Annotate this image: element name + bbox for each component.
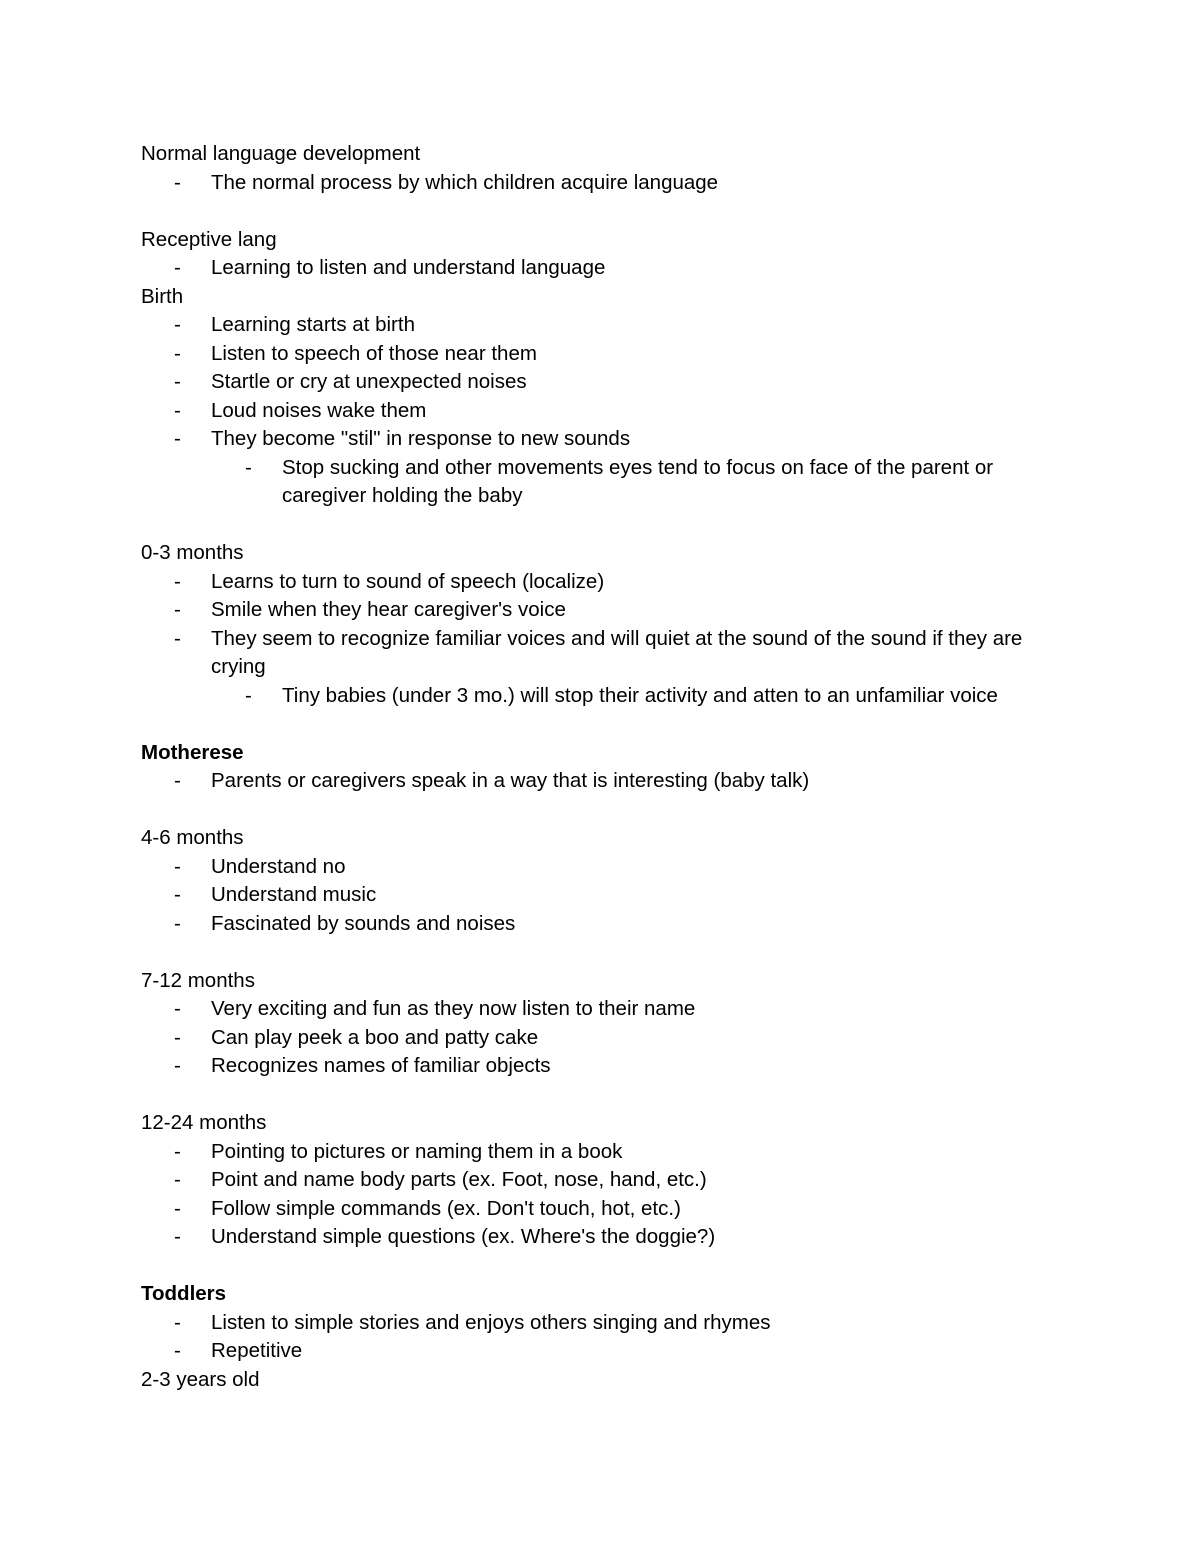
- bullet-item: [141, 1337, 1061, 1366]
- blank-line: [141, 938, 1061, 967]
- dash-bullet-icon: -: [174, 854, 181, 878]
- dash-bullet-icon: -: [174, 1196, 181, 1220]
- dash-bullet-icon: -: [174, 1054, 181, 1077]
- bullet-text: The normal process by which children acquire language: [211, 170, 719, 194]
- section-heading: 4-6 months: [141, 826, 244, 849]
- bullet-item: [141, 1223, 1061, 1252]
- bullet-text: Follow simple commands (ex. Don't touch, hot, etc.): [211, 1196, 681, 1220]
- dash-bullet-icon: -: [174, 911, 181, 935]
- bullet-item: [141, 568, 1061, 597]
- section: [141, 1366, 1061, 1395]
- bullet-text: Recognizes names of familiar objects: [211, 1054, 551, 1077]
- bullet-item: [141, 254, 1061, 283]
- dash-bullet-icon: -: [174, 569, 181, 593]
- blank-line: [141, 710, 1061, 739]
- dash-bullet-icon: -: [174, 1168, 181, 1191]
- bullet-text: Very exciting and fun as they now listen to their name: [211, 997, 696, 1020]
- dash-bullet-icon: -: [174, 1310, 181, 1334]
- sub-bullet-item: [141, 454, 1061, 511]
- dash-bullet-icon: -: [174, 398, 181, 422]
- bullet-text: Smile when they hear caregiver's voice: [211, 598, 566, 621]
- blank-line: [141, 197, 1061, 226]
- section: [141, 140, 1061, 226]
- document-body: [141, 140, 1061, 1394]
- bullet-text: Listen to speech of those near them: [211, 341, 537, 365]
- dash-bullet-icon: -: [174, 883, 181, 906]
- blank-line: [141, 511, 1061, 540]
- blank-line: [141, 1081, 1061, 1110]
- bullet-item: [141, 169, 1061, 198]
- section-heading: 12-24 months: [141, 1111, 267, 1134]
- dash-bullet-icon: -: [245, 683, 252, 707]
- section: [141, 739, 1061, 825]
- bullet-item: [141, 1138, 1061, 1167]
- dash-bullet-icon: -: [245, 455, 252, 479]
- section-heading: Receptive lang: [141, 227, 277, 251]
- section: [141, 226, 1061, 283]
- section-heading: Normal language development: [141, 142, 421, 165]
- section-heading: 2-3 years old: [141, 1367, 260, 1391]
- bullet-text: They become "stil" in response to new sounds: [211, 427, 631, 450]
- section: [141, 1280, 1061, 1366]
- bullet-text: Loud noises wake them: [211, 398, 427, 422]
- section-heading: Motherese: [141, 740, 244, 764]
- section: [141, 539, 1061, 739]
- bullet-item: [141, 1195, 1061, 1224]
- section-heading: 7-12 months: [141, 968, 255, 992]
- dash-bullet-icon: -: [174, 370, 181, 393]
- bullet-text: Listen to simple stories and enjoys others singing and rhymes: [211, 1310, 771, 1334]
- bullet-item: [141, 1024, 1061, 1053]
- bullet-item: [141, 397, 1061, 426]
- bullet-item: [141, 1309, 1061, 1338]
- dash-bullet-icon: -: [174, 1225, 181, 1248]
- bullet-item: [141, 881, 1061, 910]
- section: [141, 967, 1061, 1110]
- sub-bullet-item: [141, 682, 1061, 711]
- bullet-text: Parents or caregivers speak in a way that is interesting (baby talk): [211, 769, 810, 792]
- bullet-text: Learns to turn to sound of speech (localize): [211, 569, 605, 593]
- bullet-item: [141, 368, 1061, 397]
- dash-bullet-icon: -: [174, 313, 181, 336]
- bullet-text: Understand simple questions (ex. Where's the doggie?): [211, 1225, 716, 1248]
- dash-bullet-icon: -: [174, 341, 181, 365]
- bullet-text: Repetitive: [211, 1339, 303, 1362]
- bullet-item: [141, 340, 1061, 369]
- bullet-text: Fascinated by sounds and noises: [211, 911, 516, 935]
- dash-bullet-icon: -: [174, 1339, 181, 1362]
- bullet-text: Pointing to pictures or naming them in a book: [211, 1139, 623, 1163]
- section: [141, 1109, 1061, 1280]
- bullet-item: [141, 425, 1061, 454]
- dash-bullet-icon: -: [174, 598, 181, 621]
- bullet-item: [141, 596, 1061, 625]
- dash-bullet-icon: -: [174, 427, 181, 450]
- bullet-text: Startle or cry at unexpected noises: [211, 370, 527, 393]
- bullet-text: Can play peek a boo and patty cake: [211, 1025, 539, 1049]
- blank-line: [141, 796, 1061, 825]
- bullet-item: [141, 1052, 1061, 1081]
- bullet-text: They seem to recognize familiar voices and will quiet at the sound of the sound if they are crying: [211, 626, 1023, 678]
- section: [141, 283, 1061, 540]
- dash-bullet-icon: -: [174, 997, 181, 1020]
- bullet-item: [141, 311, 1061, 340]
- dash-bullet-icon: -: [174, 1025, 181, 1049]
- dash-bullet-icon: -: [174, 170, 181, 194]
- section-heading: Toddlers: [141, 1282, 227, 1305]
- bullet-item: [141, 853, 1061, 882]
- blank-line: [141, 1252, 1061, 1281]
- bullet-text: Understand music: [211, 883, 377, 906]
- bullet-item: [141, 1166, 1061, 1195]
- dash-bullet-icon: -: [174, 769, 181, 792]
- bullet-item: [141, 767, 1061, 796]
- bullet-item: [141, 995, 1061, 1024]
- bullet-text: Learning to listen and understand language: [211, 256, 606, 279]
- sub-bullet-text: Tiny babies (under 3 mo.) will stop their activity and atten to an unfamiliar voice: [282, 683, 998, 707]
- bullet-text: Understand no: [211, 854, 346, 878]
- bullet-item: [141, 910, 1061, 939]
- bullet-item: [141, 625, 1061, 682]
- dash-bullet-icon: -: [174, 256, 181, 279]
- section-heading: Birth: [141, 284, 184, 308]
- bullet-text: Point and name body parts (ex. Foot, nose, hand, etc.): [211, 1168, 707, 1191]
- dash-bullet-icon: -: [174, 626, 181, 650]
- bullet-text: Learning starts at birth: [211, 313, 415, 336]
- dash-bullet-icon: -: [174, 1139, 181, 1163]
- sub-bullet-text: Stop sucking and other movements eyes tend to focus on face of the parent or caregiver holding the baby: [282, 455, 994, 507]
- section-heading: 0-3 months: [141, 541, 244, 564]
- section: [141, 824, 1061, 967]
